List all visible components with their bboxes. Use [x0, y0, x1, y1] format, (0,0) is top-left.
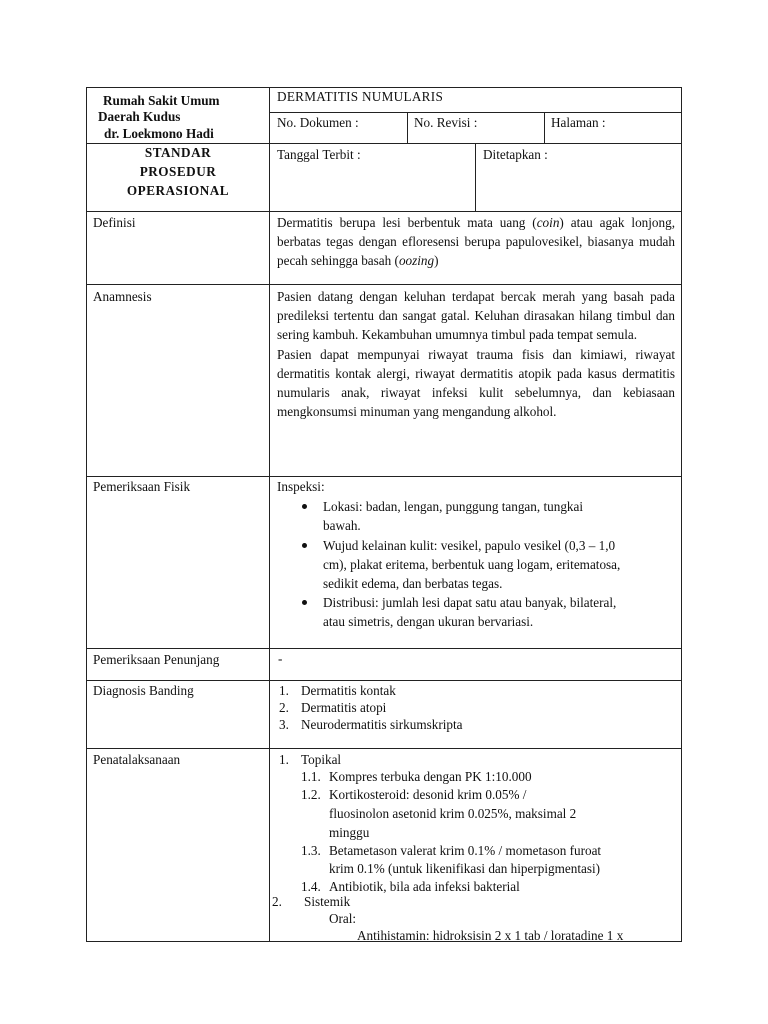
fisik-bullet-2-line2: cm), plakat eritema, berbentuk uang logam, eritematosa, — [323, 557, 621, 572]
no-revisi-label: No. Revisi : — [414, 115, 478, 130]
no-dokumen-label: No. Dokumen : — [277, 115, 359, 130]
hospital-name-line1: Rumah Sakit Umum — [103, 93, 220, 108]
definisi-text — [277, 213, 675, 271]
definisi-text-b: ) atau agak lonjong, berbatas tegas dengan efloresensi berupa papulovesikel, biasanya mudah pecah sehingga basah ( — [277, 215, 675, 269]
sop-line3: OPERASIONAL — [126, 183, 230, 198]
topikal-item-1-3-line2: krim 0.1% (untuk likenifikasi dan hiperpigmentasi) — [329, 861, 601, 876]
antihistamin-text: Antihistamin: hidroksisin 2 x 1 tab / loratadine 1 x — [357, 928, 624, 943]
topikal-item-1-1: Kompres terbuka dengan PK 1:10.000 — [329, 769, 532, 784]
topikal-num-1-4: 1.4. — [301, 879, 321, 894]
topikal-heading: Topikal — [301, 752, 342, 767]
definisi-oozing: oozing — [398, 253, 435, 269]
pemeriksaan-fisik-label: Pemeriksaan Fisik — [93, 479, 191, 494]
diagnosis-item-3: Neurodermatitis sirkumskripta — [301, 717, 463, 732]
hospital-name-line2: Daerah Kudus — [98, 109, 181, 124]
topikal-item-1-2-line1: Kortikosteroid: desonid krim 0.05% / — [329, 787, 527, 802]
topikal-item-1-3-line1: Betametason valerat krim 0.1% / mometason furoat — [329, 843, 602, 858]
anamnesis-label: Anamnesis — [93, 289, 152, 304]
fisik-bullet-1-line2: bawah. — [323, 518, 361, 533]
penatalaksanaan-label: Penatalaksanaan — [93, 752, 181, 767]
anamnesis-paragraph-1: Pasien datang dengan keluhan terdapat bercak merah yang basah pada predileksi tertentu dan sangat gatal. Keluhan dirasakan hilang timbul dan sering kambuh. Kekambuhan umumnya timbul pada tempat semula. — [277, 289, 675, 343]
topikal-num: 1. — [279, 752, 289, 767]
diagnosis-num-2: 2. — [279, 700, 289, 715]
definisi-label: Definisi — [93, 215, 136, 230]
sistemik-heading: Sistemik — [304, 894, 351, 909]
bullet-icon — [302, 543, 307, 548]
sop-line2: PROSEDUR — [139, 164, 217, 179]
diagnosis-item-2: Dermatitis atopi — [301, 700, 387, 715]
topikal-num-1-3: 1.3. — [301, 843, 321, 858]
topikal-item-1-2-line3: minggu — [329, 825, 370, 840]
diagnosis-banding-label: Diagnosis Banding — [93, 683, 194, 698]
diagnosis-item-1: Dermatitis kontak — [301, 683, 396, 698]
sistemik-num: 2. — [272, 894, 282, 909]
anamnesis-paragraph-2: Pasien dapat mempunyai riwayat trauma fisis dan kimiawi, riwayat dermatitis kontak alergi, riwayat dermatitis atopik pada kasus dermatitis numularis anak, riwayat infeksi kulit sebelumnya, dan kebiasaan mengkonsumsi minuman yang mengandung alkohol. — [277, 346, 675, 420]
fisik-bullet-3-line1: Distribusi: jumlah lesi dapat satu atau banyak, bilateral, — [323, 595, 617, 610]
tanggal-terbit-label: Tanggal Terbit : — [277, 147, 361, 162]
diagnosis-num-1: 1. — [279, 683, 289, 698]
anamnesis-text — [277, 287, 675, 421]
inspeksi-label: Inspeksi: — [277, 479, 325, 494]
topikal-num-1-2: 1.2. — [301, 787, 321, 802]
topikal-item-1-4: Antibiotik, bila ada infeksi bakterial — [329, 879, 520, 894]
penunjang-label: Pemeriksaan Penunjang — [93, 652, 220, 667]
oral-label: Oral: — [329, 911, 357, 926]
document-title: DERMATITIS NUMULARIS — [277, 89, 444, 104]
diagnosis-num-3: 3. — [279, 717, 289, 732]
definisi-coin: coin — [536, 215, 560, 230]
penunjang-value: - — [278, 651, 283, 666]
bullet-icon — [302, 600, 307, 605]
halaman-label: Halaman : — [551, 115, 606, 130]
ditetapkan-label: Ditetapkan : — [483, 147, 548, 162]
fisik-bullet-2-line3: sedikit edema, dan berbatas tegas. — [323, 576, 503, 591]
bullet-icon — [302, 504, 307, 509]
definisi-text-a: Dermatitis berupa lesi berbentuk mata uang ( — [277, 215, 537, 230]
sop-line1: STANDAR — [144, 145, 212, 160]
fisik-bullet-1-line1: Lokasi: badan, lengan, punggung tangan, tungkai — [323, 499, 584, 514]
definisi-text-c: ) — [434, 253, 439, 269]
hospital-name-line3: dr. Loekmono Hadi — [104, 126, 214, 141]
fisik-bullet-2-line1: Wujud kelainan kulit: vesikel, papulo vesikel (0,3 – 1,0 — [323, 538, 616, 553]
fisik-bullet-3-line2: atau simetris, dengan ukuran bervariasi. — [323, 614, 534, 629]
topikal-item-1-2-line2: fluosinolon asetonid krim 0.025%, maksimal 2 — [329, 806, 577, 821]
topikal-num-1-1: 1.1. — [301, 769, 321, 784]
